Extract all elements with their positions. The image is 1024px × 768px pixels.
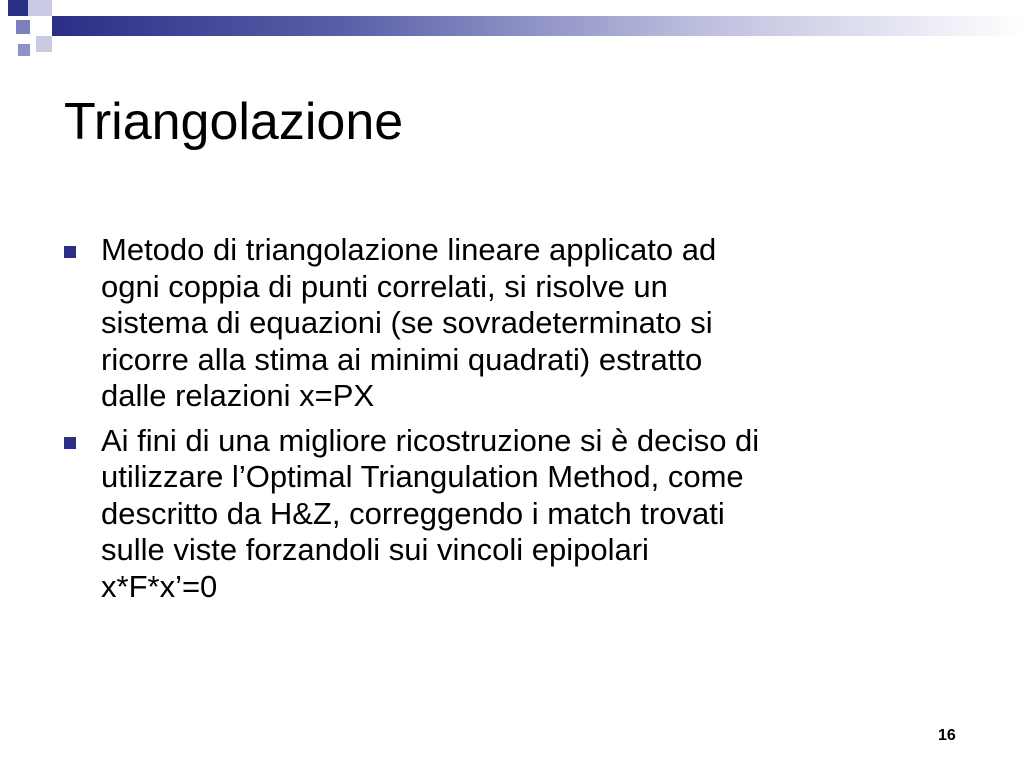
slide-number: 16 bbox=[938, 727, 956, 744]
bullet-line: ogni coppia di punti correlati, si risolve un bbox=[101, 268, 668, 304]
bullet-list bbox=[64, 232, 964, 613]
header-gradient-bar bbox=[52, 16, 1024, 36]
deco-square-mid bbox=[18, 44, 30, 56]
header-decoration bbox=[0, 0, 1024, 60]
bullet-line: Metodo di triangolazione lineare applicato ad bbox=[101, 232, 717, 267]
bullet-line: x*F*x’=0 bbox=[101, 568, 218, 604]
bullet-line: utilizzare l’Optimal Triangulation Method, come bbox=[101, 459, 744, 494]
bullet-line: Ai fini di una migliore ricostruzione si è deciso di bbox=[101, 422, 760, 458]
deco-square-dark bbox=[8, 0, 28, 16]
slide-title: Triangolazione bbox=[64, 93, 404, 151]
square-bullet-icon bbox=[64, 437, 76, 449]
deco-square-light bbox=[28, 0, 52, 16]
bullet-line: ricorre alla stima ai minimi quadrati) estratto bbox=[101, 341, 703, 377]
bullet-line: dalle relazioni x=PX bbox=[101, 378, 375, 413]
bullet-line: sistema di equazioni (se sovradeterminato si bbox=[101, 305, 713, 340]
square-bullet-icon bbox=[64, 246, 76, 258]
bullet-item bbox=[64, 232, 964, 415]
deco-square-mid bbox=[16, 20, 30, 34]
bullet-line: descritto da H&Z, correggendo i match trovati bbox=[101, 495, 725, 531]
bullet-item bbox=[64, 423, 964, 606]
deco-square-light bbox=[36, 36, 52, 52]
bullet-line: sulle viste forzandoli sui vincoli epipolari bbox=[101, 532, 649, 567]
deco-square-white bbox=[34, 16, 52, 36]
